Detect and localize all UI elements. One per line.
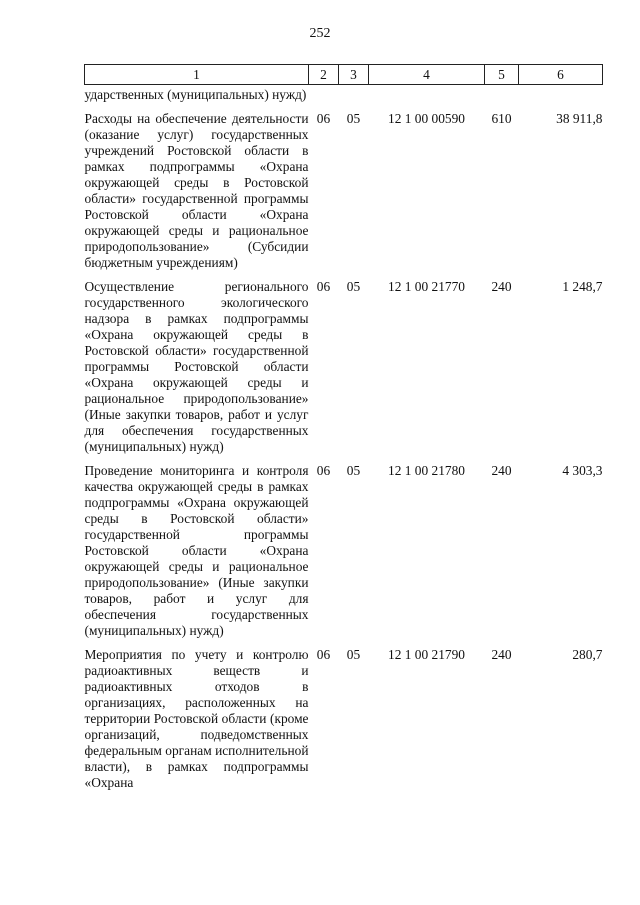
row-subsection: 05 xyxy=(346,647,361,662)
column-header: 5 xyxy=(485,65,519,85)
table-row xyxy=(85,85,603,104)
row-amount xyxy=(519,85,603,104)
row-description: ударственных (муниципальных) нужд) xyxy=(84,87,307,102)
row-description: Расходы на обеспечение деятельности (оказание услуг) государственных учреждений Ростовской области в рамках подпрограммы «Охрана окружающей среды в Ростовской области» государственной программы Ростовской области «Охрана окружающей среды и рациональное природопользование» (Субсидии бюджетным учреждениям) xyxy=(84,111,309,270)
row-section: 06 xyxy=(316,647,331,662)
row-expense-type xyxy=(485,85,519,104)
page-number: 252 xyxy=(309,26,331,41)
row-amount: 1 248,7 xyxy=(562,279,603,294)
row-amount: 280,7 xyxy=(572,647,603,662)
row-subsection xyxy=(339,85,369,104)
column-header: 1 xyxy=(85,65,309,85)
table-row xyxy=(85,271,603,455)
row-expense-type: 240 xyxy=(491,647,512,662)
row-expense-type: 240 xyxy=(491,279,512,294)
row-description: Осуществление регионального государственного экологического надзора в рамках подпрограммы «Охрана окружающей среды в Ростовской области» государственной программы Ростовской области «Охрана окружающей среды и рациональное природопользование» (Иные закупки товаров, работ и услуг для обеспечения государственных (муниципальных) нужд) xyxy=(84,279,309,454)
row-target-code: 12 1 00 21780 xyxy=(388,463,465,478)
row-subsection: 05 xyxy=(346,111,361,126)
column-header: 3 xyxy=(339,65,369,85)
row-description: Проведение мониторинга и контроля качества окружающей среды в рамках подпрограммы «Охрана окружающей среды в Ростовской области» государственной программы Ростовской области «Охрана окружающей среды и рациональное природопользование» (Иные закупки товаров, работ и услуг для обеспечения государственных (муниципальных) нужд) xyxy=(84,463,309,638)
budget-table xyxy=(84,64,603,791)
row-amount: 38 911,8 xyxy=(556,111,603,126)
row-expense-type: 240 xyxy=(491,463,512,478)
row-target-code xyxy=(369,85,485,104)
column-header: 6 xyxy=(519,65,603,85)
column-header: 4 xyxy=(369,65,485,85)
row-subsection: 05 xyxy=(346,279,361,294)
row-description: Мероприятия по учету и контролю радиоактивных веществ и радиоактивных отходов в организациях, расположенных на территории Ростовской области (кроме организаций, подведомственных федеральным органам исполнительной власти), в рамках подпрограммы «Охрана xyxy=(84,647,309,790)
row-section xyxy=(309,85,339,104)
table-header-row xyxy=(85,65,603,85)
table-row xyxy=(85,103,603,271)
table-row xyxy=(85,455,603,639)
row-section: 06 xyxy=(316,279,331,294)
row-target-code: 12 1 00 21790 xyxy=(388,647,465,662)
row-amount: 4 303,3 xyxy=(562,463,603,478)
row-section: 06 xyxy=(316,463,331,478)
table-row xyxy=(85,639,603,791)
row-expense-type: 610 xyxy=(491,111,512,126)
row-target-code: 12 1 00 21770 xyxy=(388,279,465,294)
row-section: 06 xyxy=(316,111,331,126)
row-subsection: 05 xyxy=(346,463,361,478)
column-header: 2 xyxy=(309,65,339,85)
row-target-code: 12 1 00 00590 xyxy=(388,111,465,126)
